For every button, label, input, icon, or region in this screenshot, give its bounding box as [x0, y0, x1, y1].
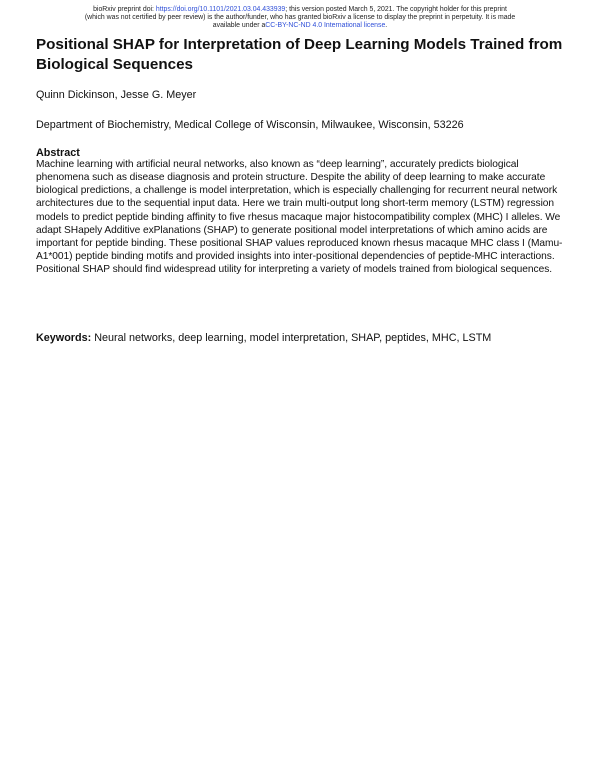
license-link[interactable]: CC-BY-NC-ND 4.0 International license: [265, 22, 386, 29]
affiliation: Department of Biochemistry, Medical College of Wisconsin, Milwaukee, Wisconsin, 53226: [36, 119, 464, 131]
header-license-suffix: .: [385, 22, 388, 29]
authors: Quinn Dickinson, Jesse G. Meyer: [36, 89, 197, 101]
header-doi-prefix: bioRxiv preprint doi:: [93, 6, 156, 13]
paper-title: Positional SHAP for Interpretation of Deep Learning Models Trained from Biological Sequences: [36, 36, 563, 73]
keywords-label: Keywords:: [36, 332, 92, 344]
doi-link[interactable]: https://doi.org/10.1101/2021.03.04.433939: [155, 6, 286, 13]
abstract-heading: Abstract: [36, 147, 80, 159]
header-version-text: ; this version posted March 5, 2021. The copyright holder for this preprint: [285, 6, 507, 13]
header-license-prefix: available under a: [212, 22, 266, 29]
keywords-text: Neural networks, deep learning, model interpretation, SHAP, peptides, MHC, LSTM: [91, 332, 492, 344]
keywords: [36, 332, 571, 345]
preprint-header: [40, 6, 560, 30]
preprint-header-line-2: (which was not certified by peer review) is the author/funder, who has granted bioRxiv a license to display the preprint in perpetuity. It is made: [84, 14, 516, 21]
preprint-header-line-1: [40, 6, 560, 14]
abstract-body: Machine learning with artificial neural networks, also known as “deep learning”, accurately predicts biological phenomena such as disease diagnosis and protein structure. Despite the ability of deep learning to make accurate biological predictions, a challenge is model interpretation, which is especially challenging for recurrent neural network architectures due to the sequential input data. Here we train multi-output long short-term memory (LSTM) regression models to predict peptide binding affinity to five rhesus macaque major histocompatibility complex (MHC) I alleles. We adapt SHapely Additive exPlanations (SHAP) to generate positional model interpretations of which amino acids are important for peptide binding. These positional SHAP values reproduced known rhesus macaque MHC class I (Mamu-A1*001) peptide binding motifs and provided insights into inter-positional dependencies of peptide-MHC interactions. Positional SHAP should find widespread utility for interpreting a variety of models trained from biological sequences.: [36, 159, 563, 276]
preprint-header-line-3: [40, 22, 560, 30]
